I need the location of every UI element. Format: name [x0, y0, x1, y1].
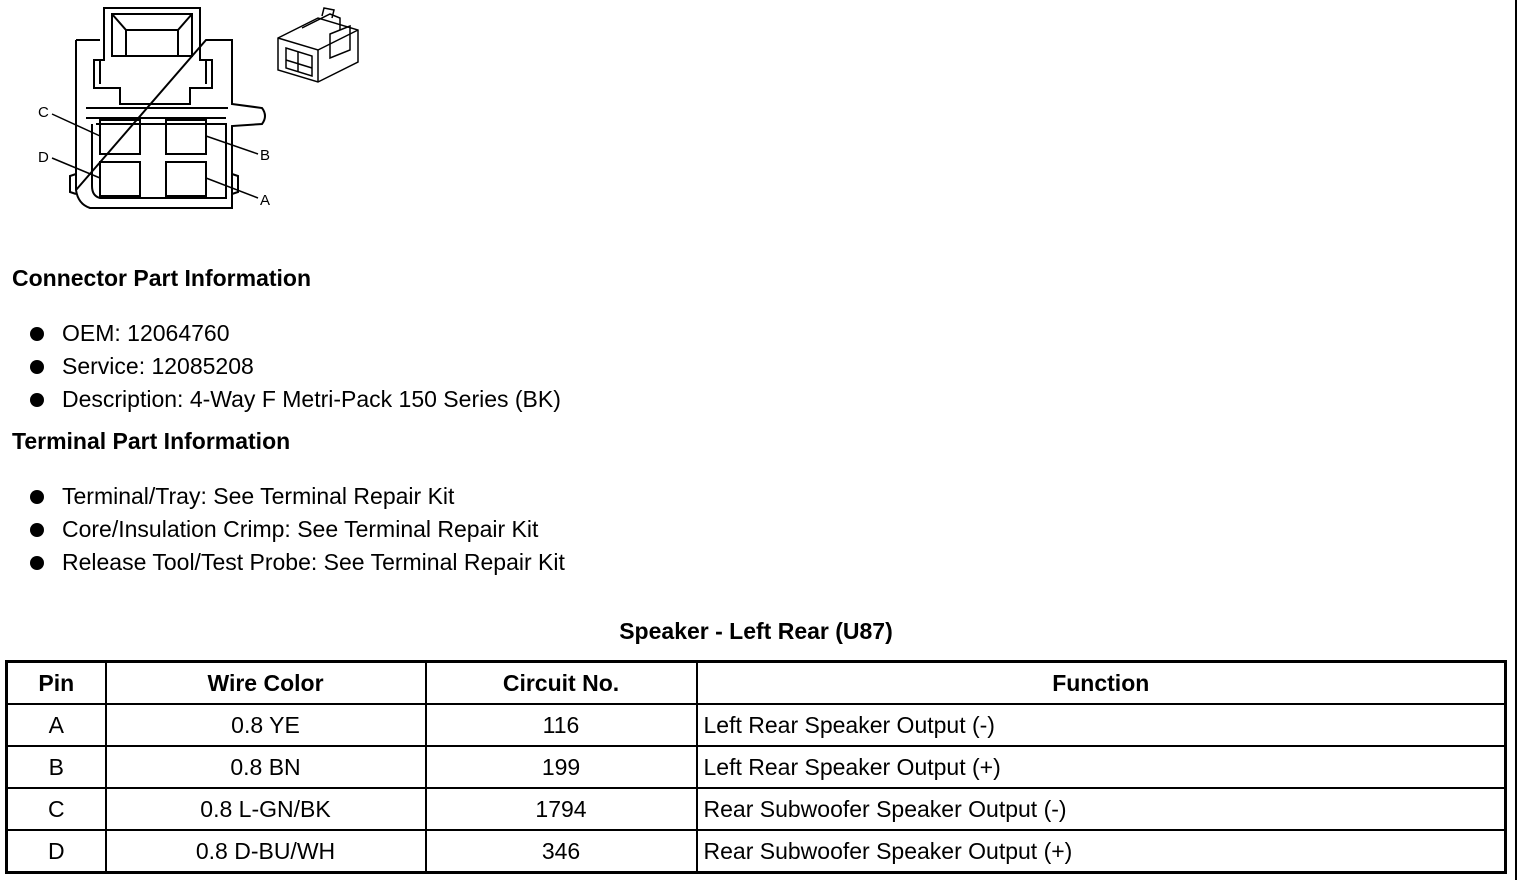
- table-title: Speaker - Left Rear (U87): [619, 618, 893, 644]
- header-wire-color: Wire Color: [106, 662, 426, 705]
- table-row: [7, 704, 1506, 746]
- cell-function: Left Rear Speaker Output (-): [697, 704, 1506, 746]
- pin-label-c: C: [38, 104, 49, 121]
- bullet-icon: [30, 490, 44, 504]
- bullet-icon: [30, 327, 44, 341]
- connector-info-list: [30, 317, 561, 416]
- list-item: Description: 4-Way F Metri-Pack 150 Series (BK): [30, 383, 561, 416]
- list-item: Service: 12085208: [30, 350, 561, 383]
- connector-isometric-icon: [278, 8, 358, 82]
- cell-pin: D: [7, 830, 106, 873]
- terminal-info-title: Terminal Part Information: [12, 428, 291, 454]
- cell-wire-color: 0.8 BN: [106, 746, 426, 788]
- cell-pin: A: [7, 704, 106, 746]
- header-function: Function: [697, 662, 1506, 705]
- bullet-icon: [30, 556, 44, 570]
- connector-diagram: [0, 0, 380, 220]
- table-row: [7, 830, 1506, 873]
- header-pin: Pin: [7, 662, 106, 705]
- cell-circuit-no: 346: [426, 830, 697, 873]
- cell-circuit-no: 1794: [426, 788, 697, 830]
- list-item: Core/Insulation Crimp: See Terminal Repair Kit: [30, 513, 565, 546]
- page-border: [1515, 0, 1517, 880]
- table-row: [7, 788, 1506, 830]
- cell-wire-color: 0.8 L-GN/BK: [106, 788, 426, 830]
- bullet-icon: [30, 360, 44, 374]
- cell-circuit-no: 199: [426, 746, 697, 788]
- cell-pin: C: [7, 788, 106, 830]
- list-item: Release Tool/Test Probe: See Terminal Repair Kit: [30, 546, 565, 579]
- list-item: OEM: 12064760: [30, 317, 561, 350]
- header-circuit-no: Circuit No.: [426, 662, 697, 705]
- cell-wire-color: 0.8 YE: [106, 704, 426, 746]
- list-item: Terminal/Tray: See Terminal Repair Kit: [30, 480, 565, 513]
- cell-function: Left Rear Speaker Output (+): [697, 746, 1506, 788]
- connector-info-title: Connector Part Information: [12, 265, 312, 291]
- table-header-row: [7, 662, 1506, 705]
- cell-wire-color: 0.8 D-BU/WH: [106, 830, 426, 873]
- table-row: [7, 746, 1506, 788]
- pin-label-a: A: [260, 192, 271, 209]
- cell-function: Rear Subwoofer Speaker Output (+): [697, 830, 1506, 873]
- terminal-info-list: [30, 480, 565, 579]
- bullet-icon: [30, 393, 44, 407]
- cell-pin: B: [7, 746, 106, 788]
- pinout-table: [5, 660, 1507, 874]
- cell-function: Rear Subwoofer Speaker Output (-): [697, 788, 1506, 830]
- pin-label-b: B: [260, 147, 271, 164]
- pin-label-d: D: [38, 149, 49, 166]
- bullet-icon: [30, 523, 44, 537]
- cell-circuit-no: 116: [426, 704, 697, 746]
